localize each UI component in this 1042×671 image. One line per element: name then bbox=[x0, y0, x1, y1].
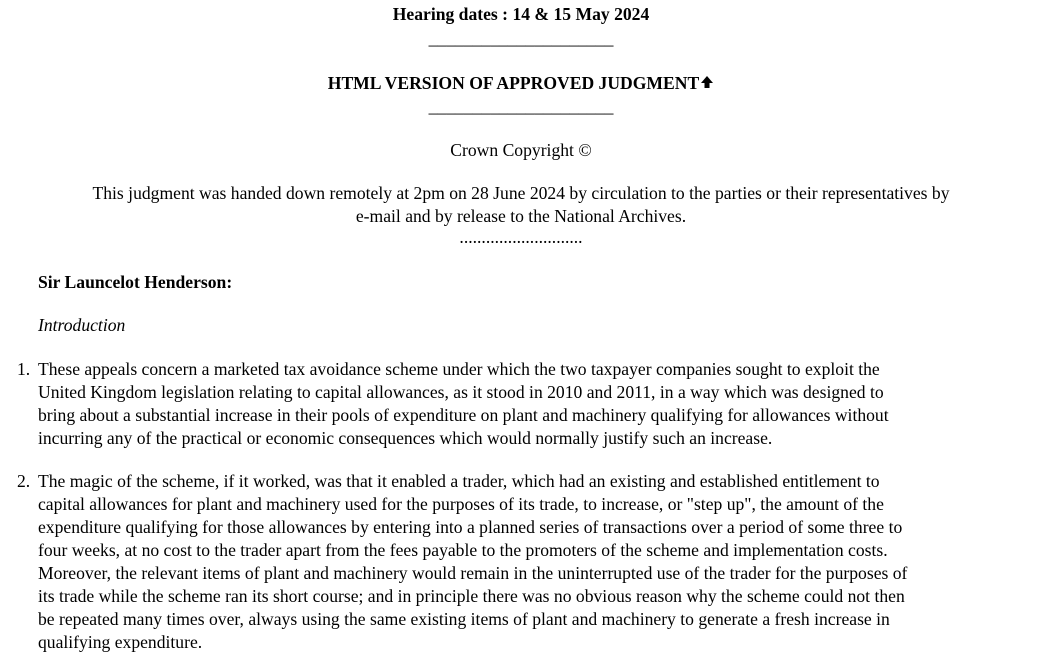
section-heading: Introduction bbox=[38, 315, 126, 335]
dotted-separator: ............................ bbox=[459, 227, 583, 247]
up-arrow-icon[interactable] bbox=[700, 73, 714, 94]
paragraph-line: incurring any of the practical or economic consequences which would normally justify such an increase. bbox=[38, 428, 773, 448]
paragraph-line: The magic of the scheme, if it worked, was that it enabled a trader, which had an existing and established entitlement to bbox=[38, 471, 880, 491]
paragraph-number: 2. bbox=[17, 471, 31, 491]
paragraph-1 bbox=[38, 358, 1028, 450]
paragraph-line: expenditure qualifying for those allowances by entering into a planned series of transactions over a period of some three to bbox=[38, 517, 903, 537]
crown-copyright: Crown Copyright © bbox=[450, 140, 592, 160]
hearing-dates: Hearing dates : 14 & 15 May 2024 bbox=[392, 4, 650, 24]
handed-down-notice-line-1: This judgment was handed down remotely at 2pm on 28 June 2024 by circulation to the parties or their representatives by bbox=[92, 183, 950, 203]
paragraph-number: 1. bbox=[17, 359, 31, 379]
paragraph-line: United Kingdom legislation relating to capital allowances, as it stood in 2010 and 2011, in a way which was designed to bbox=[38, 382, 884, 402]
paragraph-2 bbox=[38, 470, 1028, 654]
paragraph-line: qualifying expenditure. bbox=[38, 632, 203, 652]
handed-down-notice-line-2: e-mail and by release to the National Archives. bbox=[355, 206, 687, 226]
page-title bbox=[0, 73, 1042, 94]
paragraph-line: Moreover, the relevant items of plant and machinery would remain in the uninterrupted use of the trader for the purposes of bbox=[38, 563, 908, 583]
paragraph-line: These appeals concern a marketed tax avoidance scheme under which the two taxpayer companies sought to exploit the bbox=[38, 359, 880, 379]
paragraph-line: bring about a substantial increase in their pools of expenditure on plant and machinery qualifying for allowances without bbox=[38, 405, 889, 425]
separator-bottom: _____________________ bbox=[428, 96, 614, 116]
judge-name: Sir Launcelot Henderson: bbox=[38, 272, 233, 292]
paragraph-line: capital allowances for plant and machinery used for the purposes of its trade, to increase, or "step up", the amount of the bbox=[38, 494, 884, 514]
paragraph-line: be repeated many times over, always using the same existing items of plant and machinery to generate a fresh increase in bbox=[38, 609, 890, 629]
page-title-text: HTML VERSION OF APPROVED JUDGMENT bbox=[327, 73, 700, 93]
paragraph-line: four weeks, at no cost to the trader apart from the fees payable to the promoters of the scheme and implementation costs. bbox=[38, 540, 888, 560]
separator-top: _____________________ bbox=[428, 28, 614, 48]
paragraph-line: its trade while the scheme ran its short course; and in principle there was no obvious reason why the scheme could not then bbox=[38, 586, 905, 606]
